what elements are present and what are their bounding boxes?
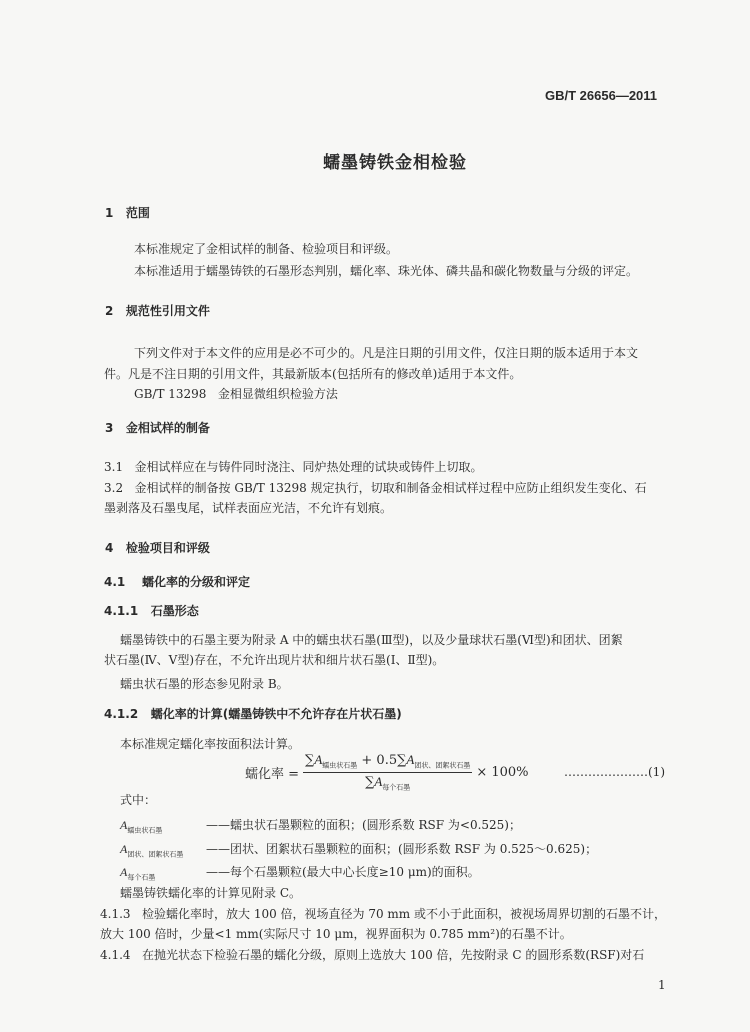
area-symbol: A (120, 865, 128, 879)
subscript: 每个石墨 (127, 873, 156, 882)
clause-number: 4.1.3 (100, 907, 131, 921)
subscript: 团状、团絮状石墨 (127, 850, 184, 859)
sum-symbol: ∑ (365, 774, 375, 790)
clause-4-1-4 (100, 947, 644, 963)
section-number: 4 (105, 541, 114, 555)
definition-item (120, 817, 521, 838)
clause-title: 蠕化率的分级和评定 (141, 575, 250, 589)
paragraph: 本标准规定了金相试样的制备、检验项目和评级。 (134, 242, 399, 256)
clause-number: 4.1.2 (104, 707, 139, 721)
subscript: 团状、团絮状石墨 (414, 761, 471, 770)
clause-text: 在抛光状态下检验石墨的蠕化分级，原则上选放大 100 倍，先按附录 C 的圆形系数(RSF)对石 (142, 948, 645, 962)
section-title: 范围 (125, 206, 150, 220)
section-number: 1 (105, 206, 114, 220)
clause-text: 金相试样应在与铸件同时浇注、同炉热处理的试块或铸件上切取。 (134, 460, 483, 474)
sum-symbol: ∑ (305, 753, 315, 768)
area-symbol: A (406, 752, 415, 767)
section-3-heading (105, 420, 210, 436)
paragraph: 本标准适用于蠕墨铸铁的石墨形态判别，蠕化率、珠光体、磷共晶和碳化物数量与分级的评定。 (134, 264, 639, 278)
clause-4-1-1-heading (104, 603, 199, 619)
clause-number: 4.1 (104, 575, 126, 589)
area-symbol: A (120, 818, 128, 832)
where-label: 式中： (120, 793, 157, 807)
reference-title: 金相显微组织检验方法 (217, 387, 338, 401)
section-2-heading (105, 303, 210, 319)
paragraph: 本标准规定蠕化率按面积法计算。 (120, 737, 301, 751)
section-title: 规范性引用文件 (125, 304, 210, 318)
clause-4-1-heading (104, 574, 250, 590)
formula-lhs: 蠕化率 = (245, 766, 300, 782)
area-symbol: A (314, 752, 323, 767)
section-4-heading (105, 540, 210, 556)
standard-number: GB/T 26656—2011 (545, 88, 658, 103)
area-symbol: A (374, 773, 383, 789)
sum-symbol: ∑ (397, 753, 407, 768)
clause-number: 3.2 (104, 481, 124, 495)
definition-symbol (120, 841, 206, 862)
section-1-heading (105, 205, 150, 221)
paragraph: 下列文件对于本文件的应用是必不可少的。凡是注日期的引用文件，仅注日期的版本适用于本文 (134, 346, 639, 360)
page-title: 蠕墨铸铁金相检验 (323, 153, 467, 173)
subscript: 蠕虫状石墨 (127, 826, 163, 835)
plus-term: + 0.5 (361, 753, 398, 768)
subscript: 蠕虫状石墨 (322, 761, 358, 770)
definition-text: ——蠕虫状石墨颗粒的面积；(圆形系数 RSF 为<0.525)； (206, 818, 521, 832)
definition-text: ——每个石墨颗粒(最大中心长度≥10 μm)的面积。 (206, 865, 480, 879)
section-number: 2 (105, 304, 114, 318)
clause-text: 放大 100 倍时，少量<1 mm(实际尺寸 10 μm，视界面积为 0.785 mm²)的石墨不计。 (100, 927, 572, 941)
clause-text: 墨剥落及石墨曳尾，试样表面应光洁，不允许有划痕。 (104, 501, 393, 515)
section-title: 检验项目和评级 (125, 541, 210, 555)
definition-item (120, 864, 480, 885)
definition-text: ——团状、团絮状石墨颗粒的面积；(圆形系数 RSF 为 0.525～0.625)； (206, 842, 598, 856)
definition-symbol (120, 864, 206, 885)
clause-number: 4.1.1 (104, 604, 139, 618)
clause-3-1 (104, 459, 483, 475)
subscript: 每个石墨 (382, 783, 411, 792)
definition-item (120, 841, 597, 862)
clause-3-2 (104, 480, 647, 496)
definition-symbol (120, 817, 206, 838)
clause-title: 石墨形态 (150, 604, 199, 618)
formula-multiplier: × 100% (476, 764, 529, 780)
reference-code: GB/T 13298 (134, 387, 207, 401)
clause-number: 4.1.4 (100, 948, 131, 962)
formula-vermicularity (245, 752, 665, 792)
numerator (303, 752, 472, 773)
denominator (365, 773, 410, 793)
clause-number: 3.1 (104, 460, 124, 474)
clause-text: 金相试样的制备按 GB/T 13298 规定执行，切取和制备金相试样过程中应防止组织发生变化、石 (134, 481, 647, 495)
page-number: 1 (658, 978, 666, 992)
area-symbol: A (120, 842, 128, 856)
paragraph: 蠕墨铸铁蠕化率的计算见附录 C。 (120, 886, 301, 900)
paragraph: 状石墨(Ⅳ、Ⅴ型)存在，不允许出现片状和细片状石墨(Ⅰ、Ⅱ型)。 (104, 653, 445, 667)
reference-item (134, 386, 338, 402)
section-number: 3 (105, 421, 114, 435)
paragraph: 件。凡是不注日期的引用文件，其最新版本(包括所有的修改单)适用于本文件。 (104, 367, 522, 381)
clause-4-1-2-heading (104, 706, 402, 722)
clause-title: 蠕化率的计算(蠕墨铸铁中不允许存在片状石墨) (150, 707, 402, 721)
section-title: 金相试样的制备 (125, 421, 210, 435)
clause-4-1-3 (100, 906, 666, 922)
clause-text: 检验蠕化率时，放大 100 倍，视场直径为 70 mm 或不小于此面积，被视场周界切割的石墨不计， (142, 907, 667, 921)
paragraph: 蠕虫状石墨的形态参见附录 B。 (120, 677, 289, 691)
paragraph: 蠕墨铸铁中的石墨主要为附录 A 中的蠕虫状石墨(Ⅲ型)，以及少量球状石墨(Ⅵ型)和团状、团絮 (120, 633, 623, 647)
equation-number: …………………(1) (564, 765, 665, 780)
fraction (303, 752, 472, 792)
